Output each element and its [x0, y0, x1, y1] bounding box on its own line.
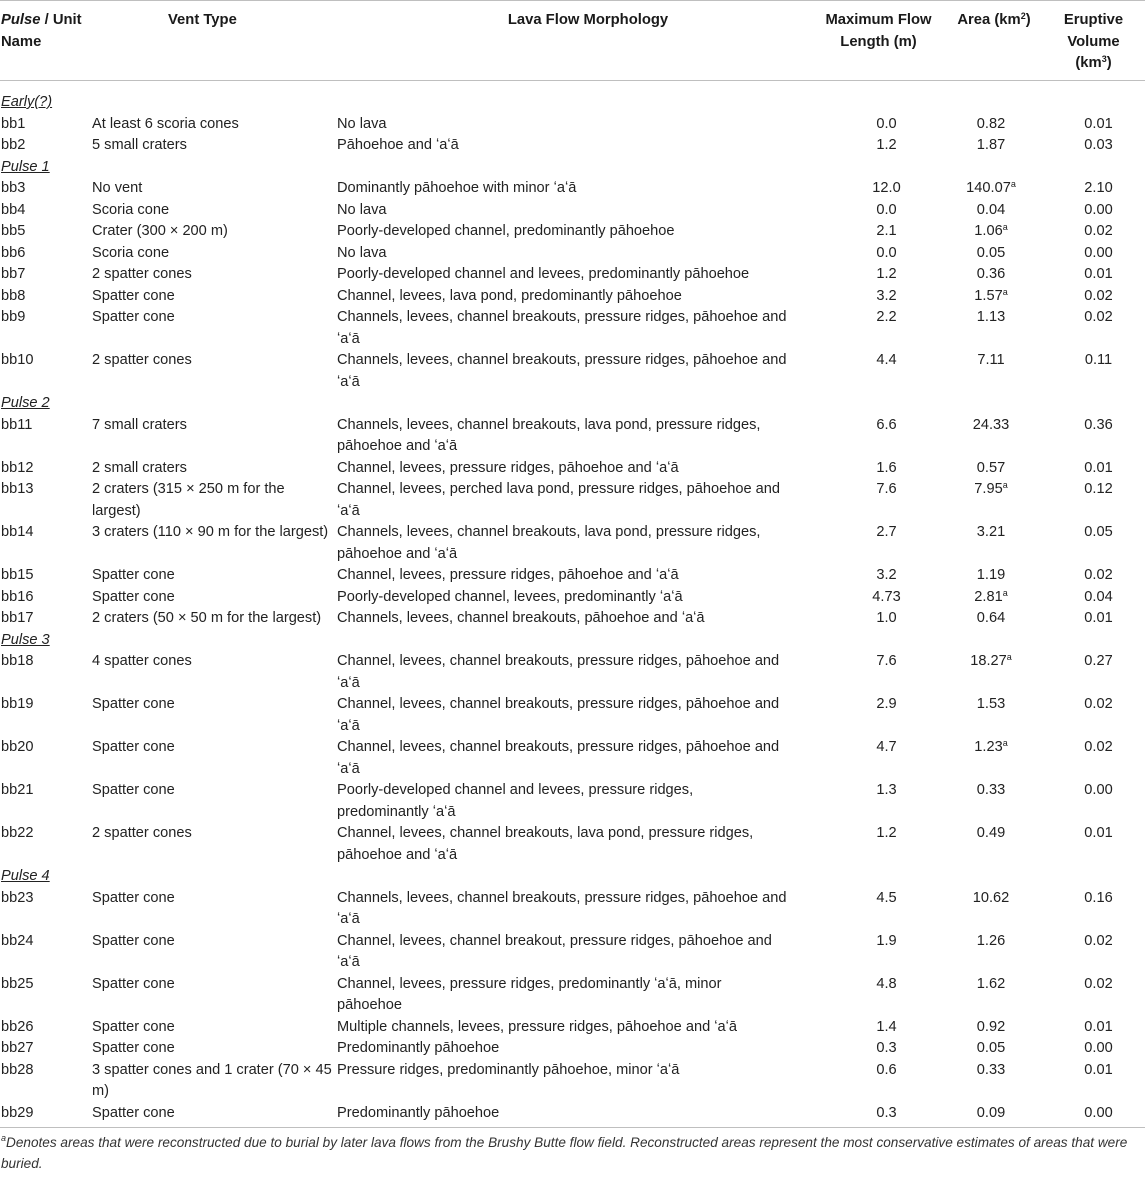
- eruptive-volume-cell: 0.02: [1084, 696, 1113, 712]
- area-footnote-marker: a: [1006, 652, 1012, 662]
- vent-type-cell: Spatter cone: [92, 975, 175, 992]
- vent-type-cell: Spatter cone: [92, 696, 175, 712]
- table-row: [0, 694, 1145, 737]
- vent-type-cell: Spatter cone: [92, 932, 175, 949]
- eruptive-volume-cell: 0.02: [1084, 309, 1113, 325]
- area-value: 0.92: [976, 1018, 1006, 1035]
- area-value: 0.33: [976, 782, 1006, 798]
- area-value: 1.87: [976, 137, 1006, 153]
- table-row: [0, 243, 1145, 265]
- vent-type-cell: Crater (300 × 200 m): [92, 223, 228, 239]
- unit-name-cell: bb27: [1, 1040, 34, 1056]
- unit-name-cell: bb1: [1, 115, 26, 132]
- flow-length-cell: 1.2: [876, 825, 897, 841]
- vent-type-cell: 3 spatter cones and 1 crater (70 × 45 m): [92, 1061, 332, 1099]
- eruptive-volume-cell: 0.11: [1084, 352, 1113, 368]
- table-row: [0, 1060, 1145, 1103]
- morphology-cell: Channels, levees, channel breakouts, lava pond, pressure ridges, pāhoehoe and ʻaʻā: [337, 416, 761, 454]
- eruptive-volume-cell: 0.02: [1084, 975, 1113, 992]
- area-value: 0.36: [976, 266, 1006, 282]
- eruptive-volume-cell: 0.02: [1084, 287, 1113, 304]
- eruptive-volume-cell: 0.27: [1084, 653, 1113, 669]
- morphology-cell: Channels, levees, channel breakouts, pāhoehoe and ʻaʻā: [337, 610, 705, 626]
- area-value: 0.05: [976, 244, 1006, 261]
- area-cell: [942, 608, 1040, 630]
- morphology-cell: Pāhoehoe and ʻaʻā: [337, 137, 459, 153]
- eruptive-volume-cell: 0.01: [1084, 610, 1113, 626]
- header-unit-name: Pulse / Unit Name: [0, 1, 89, 81]
- unit-name-cell: bb7: [1, 266, 26, 282]
- flow-length-cell: 1.2: [876, 137, 897, 153]
- area-value: 1.62: [976, 975, 1006, 992]
- area-cell: [942, 114, 1040, 136]
- area-value: 0.09: [976, 1104, 1006, 1121]
- morphology-cell: Channels, levees, channel breakouts, pressure ridges, pāhoehoe and ʻaʻā: [337, 352, 787, 390]
- unit-name-cell: bb11: [1, 416, 33, 433]
- vent-type-cell: 7 small craters: [92, 416, 187, 433]
- flow-length-cell: 4.4: [876, 352, 897, 368]
- unit-name-cell: bb26: [1, 1018, 34, 1035]
- unit-name-cell: bb2: [1, 137, 26, 153]
- table-row: [0, 737, 1145, 780]
- flow-length-cell: 2.2: [876, 309, 897, 325]
- group-header-row: [0, 393, 1145, 415]
- group-label: Pulse 4: [1, 868, 50, 884]
- flow-length-cell: 12.0: [872, 180, 901, 196]
- area-cell: [942, 694, 1040, 737]
- vent-type-cell: Scoria cone: [92, 201, 170, 218]
- unit-name-cell: bb16: [1, 588, 34, 605]
- flow-length-cell: 2.7: [876, 524, 897, 540]
- group-header-row: [0, 630, 1145, 652]
- unit-name-cell: bb3: [1, 180, 26, 196]
- eruptive-volume-cell: 0.00: [1084, 244, 1113, 261]
- vent-type-cell: 4 spatter cones: [92, 653, 192, 669]
- vent-type-cell: No vent: [92, 180, 143, 196]
- eruptive-volume-cell: 0.02: [1084, 739, 1113, 755]
- area-cell: [942, 931, 1040, 974]
- unit-name-cell: bb17: [1, 610, 34, 626]
- morphology-cell: Predominantly pāhoehoe: [337, 1104, 500, 1121]
- area-cell: [942, 307, 1040, 350]
- area-cell: [942, 974, 1040, 1017]
- vent-type-cell: Spatter cone: [92, 889, 175, 906]
- area-value: 140.07: [966, 180, 1011, 196]
- area-cell: [942, 1103, 1040, 1128]
- area-value: 7.11: [977, 352, 1005, 368]
- area-value: 1.13: [976, 309, 1006, 325]
- unit-name-cell: bb28: [1, 1061, 34, 1078]
- unit-name-cell: bb22: [1, 825, 34, 841]
- flow-length-cell: 0.3: [876, 1104, 897, 1121]
- area-value: 1.23: [974, 739, 1003, 755]
- eruptive-volume-cell: 0.12: [1084, 481, 1113, 497]
- vent-type-cell: Spatter cone: [92, 1018, 175, 1035]
- area-cell: [942, 458, 1040, 480]
- table-row: [0, 780, 1145, 823]
- eruptive-volume-cell: 0.01: [1084, 1061, 1113, 1078]
- flow-length-cell: 2.1: [876, 223, 897, 239]
- vent-type-cell: Spatter cone: [92, 1104, 175, 1121]
- area-value: 0.33: [976, 1061, 1006, 1078]
- eruptive-volume-cell: 0.02: [1084, 223, 1113, 239]
- morphology-cell: Dominantly pāhoehoe with minor ʻaʻā: [337, 180, 577, 196]
- table-row: [0, 1103, 1145, 1128]
- eruptive-volume-cell: 0.01: [1084, 459, 1113, 476]
- morphology-cell: Poorly-developed channel and levees, predominantly pāhoehoe: [337, 266, 750, 282]
- unit-name-cell: bb18: [1, 653, 34, 669]
- vent-type-cell: Scoria cone: [92, 244, 170, 261]
- morphology-cell: Channel, levees, channel breakouts, pressure ridges, pāhoehoe and ʻaʻā: [337, 696, 780, 734]
- unit-name-cell: bb13: [1, 481, 34, 497]
- area-value: 10.62: [972, 889, 1010, 906]
- table-row: [0, 458, 1145, 480]
- area-value: 0.82: [976, 115, 1006, 132]
- flow-length-cell: 0.6: [876, 1061, 897, 1078]
- area-cell: [942, 350, 1040, 393]
- flow-length-cell: 2.9: [876, 696, 897, 712]
- area-footnote-marker: a: [1010, 179, 1016, 189]
- area-cell: [942, 479, 1040, 522]
- vent-type-cell: 2 spatter cones: [92, 352, 192, 368]
- flow-length-cell: 0.0: [876, 115, 897, 132]
- morphology-cell: Pressure ridges, predominantly pāhoehoe, minor ʻaʻā: [337, 1061, 680, 1078]
- vent-type-cell: 2 craters (50 × 50 m for the largest): [92, 610, 322, 626]
- footnote: $^a$Denotes areas that were reconstructed due to burial by later lava flows from the Brushy Butte flow field. Reconstructed areas represent the most conservative estimates of areas that were buried.: [0, 1127, 1145, 1174]
- table-row: [0, 350, 1145, 393]
- morphology-cell: Poorly-developed channel, predominantly pāhoehoe: [337, 223, 675, 239]
- area-cell: [942, 587, 1040, 609]
- flow-length-cell: 1.4: [876, 1018, 897, 1035]
- area-cell: [942, 1060, 1040, 1103]
- table-row: [0, 608, 1145, 630]
- flow-length-cell: 4.7: [876, 739, 897, 755]
- unit-name-cell: bb4: [1, 201, 26, 218]
- morphology-cell: Channel, levees, perched lava pond, pressure ridges, pāhoehoe and ʻaʻā: [337, 481, 780, 519]
- flow-length-cell: 3.2: [876, 287, 897, 304]
- table-row: [0, 931, 1145, 974]
- table-row: [0, 264, 1145, 286]
- vent-type-cell: 5 small craters: [92, 137, 187, 153]
- header-max-flow-length: Maximum Flow Length (m): [801, 1, 942, 81]
- vent-type-cell: At least 6 scoria cones: [92, 115, 239, 132]
- area-footnote-marker: a: [1002, 222, 1008, 232]
- area-cell: [942, 178, 1040, 200]
- eruptive-volume-cell: 0.03: [1084, 137, 1113, 153]
- vent-type-cell: 2 spatter cones: [92, 825, 192, 841]
- area-value: 0.57: [976, 459, 1006, 476]
- unit-name-cell: bb10: [1, 352, 34, 368]
- flow-length-cell: 0.3: [876, 1040, 897, 1056]
- vent-type-cell: Spatter cone: [92, 588, 175, 605]
- unit-name-cell: bb15: [1, 567, 34, 583]
- flow-length-cell: 4.73: [872, 588, 901, 605]
- table-row: [0, 587, 1145, 609]
- unit-name-cell: bb9: [1, 309, 26, 325]
- morphology-cell: Channels, levees, channel breakouts, pressure ridges, pāhoehoe and ʻaʻā: [337, 309, 787, 347]
- area-value: 18.27: [970, 653, 1007, 669]
- morphology-cell: No lava: [337, 244, 387, 261]
- group-label: Early(?): [1, 94, 53, 110]
- vent-type-cell: Spatter cone: [92, 782, 175, 798]
- eruptive-volume-cell: 0.36: [1084, 416, 1113, 433]
- table-row: [0, 307, 1145, 350]
- table-row: [0, 178, 1145, 200]
- group-label: Pulse 2: [1, 395, 50, 411]
- unit-name-cell: bb23: [1, 889, 34, 906]
- group-header-row: [0, 92, 1145, 114]
- flow-length-cell: 1.9: [876, 932, 897, 949]
- group-header-row: [0, 866, 1145, 888]
- eruptive-volume-cell: 0.01: [1084, 825, 1113, 841]
- area-cell: [942, 200, 1040, 222]
- eruptive-volume-cell: 0.00: [1084, 201, 1113, 218]
- unit-name-cell: bb14: [1, 524, 34, 540]
- unit-name-cell: bb21: [1, 782, 34, 798]
- header-lava-flow-morphology: Lava Flow Morphology: [335, 1, 801, 81]
- header-vent-type: Vent Type: [89, 1, 335, 81]
- flow-length-cell: 4.8: [876, 975, 897, 992]
- unit-name-cell: bb5: [1, 223, 26, 239]
- unit-name-cell: bb20: [1, 739, 34, 755]
- area-value: 1.26: [976, 932, 1006, 949]
- group-label: Pulse 1: [1, 158, 50, 175]
- area-value: 1.57: [974, 287, 1003, 304]
- table-row: [0, 200, 1145, 222]
- flow-length-cell: 4.5: [876, 889, 897, 906]
- area-cell: [942, 737, 1040, 780]
- area-cell: [942, 888, 1040, 931]
- flow-length-cell: 1.3: [876, 782, 897, 798]
- vent-type-cell: 2 spatter cones: [92, 266, 192, 282]
- eruptive-volume-cell: 0.00: [1084, 782, 1113, 798]
- morphology-cell: Channel, levees, pressure ridges, pāhoehoe and ʻaʻā: [337, 459, 679, 476]
- vent-type-cell: Spatter cone: [92, 287, 175, 304]
- morphology-cell: Channel, levees, lava pond, predominantly pāhoehoe: [337, 287, 682, 304]
- area-value: 24.33: [972, 416, 1010, 433]
- header-eruptive-volume: Eruptive Volume $(km^3)$: [1040, 1, 1145, 81]
- vent-type-cell: 2 small craters: [92, 459, 187, 476]
- table-row: [0, 114, 1145, 136]
- table-body: [0, 81, 1145, 1128]
- group-label: Pulse 3: [1, 631, 50, 648]
- vent-type-cell: 2 craters (315 × 250 m for the largest): [92, 481, 285, 519]
- vent-type-cell: Spatter cone: [92, 1040, 175, 1056]
- table-row: [0, 479, 1145, 522]
- morphology-cell: Channel, levees, channel breakouts, pressure ridges, pāhoehoe and ʻaʻā: [337, 653, 780, 691]
- area-value: 2.81: [974, 588, 1003, 605]
- morphology-cell: Channel, levees, channel breakout, pressure ridges, pāhoehoe and ʻaʻā: [337, 932, 772, 970]
- eruptive-volume-cell: 0.01: [1084, 266, 1113, 282]
- unit-name-cell: bb8: [1, 287, 26, 304]
- flow-length-cell: 1.2: [876, 266, 897, 282]
- table-row: [0, 888, 1145, 931]
- morphology-cell: Channel, levees, pressure ridges, pāhoehoe and ʻaʻā: [337, 567, 679, 583]
- area-cell: [942, 264, 1040, 286]
- vent-type-cell: Spatter cone: [92, 567, 175, 583]
- area-value: 0.49: [976, 825, 1006, 841]
- eruptive-volume-cell: 0.01: [1084, 1018, 1113, 1035]
- area-cell: [942, 243, 1040, 265]
- table-row: [0, 221, 1145, 243]
- unit-name-cell: bb12: [1, 459, 34, 476]
- area-value: 1.53: [976, 696, 1006, 712]
- flow-length-cell: 1.0: [876, 610, 897, 626]
- area-value: 7.95: [974, 481, 1003, 497]
- area-cell: [942, 651, 1040, 694]
- area-cell: [942, 1038, 1040, 1060]
- area-value: 0.64: [976, 610, 1006, 626]
- eruptive-volume-cell: 0.04: [1084, 588, 1113, 605]
- area-value: 1.06: [974, 223, 1003, 239]
- area-value: 1.19: [976, 567, 1006, 583]
- area-footnote-marker: a: [1002, 738, 1008, 748]
- flow-length-cell: 7.6: [876, 653, 897, 669]
- morphology-cell: Channels, levees, channel breakouts, lava pond, pressure ridges, pāhoehoe and ʻaʻā: [337, 524, 761, 562]
- eruptive-volume-cell: 0.00: [1084, 1040, 1113, 1056]
- area-cell: [942, 135, 1040, 157]
- table-row: [0, 135, 1145, 157]
- area-value: 0.05: [976, 1040, 1006, 1056]
- area-footnote-marker: a: [1002, 587, 1008, 598]
- flow-length-cell: 0.0: [876, 244, 897, 261]
- unit-name-cell: bb29: [1, 1104, 34, 1121]
- table-row: [0, 286, 1145, 308]
- eruptive-volume-cell: 0.02: [1084, 567, 1113, 583]
- flow-length-cell: 0.0: [876, 201, 897, 218]
- morphology-cell: Poorly-developed channel, levees, predominantly ʻaʻā: [337, 588, 683, 605]
- table-row: [0, 974, 1145, 1017]
- area-cell: [942, 522, 1040, 565]
- unit-name-cell: bb6: [1, 244, 26, 261]
- morphology-cell: No lava: [337, 115, 387, 132]
- area-cell: [942, 565, 1040, 587]
- morphology-cell: Poorly-developed channel and levees, pressure ridges, predominantly ʻaʻā: [337, 782, 694, 820]
- vent-type-cell: Spatter cone: [92, 309, 175, 325]
- area-cell: [942, 780, 1040, 823]
- area-cell: [942, 286, 1040, 308]
- area-footnote-marker: a: [1002, 480, 1008, 490]
- header-area: Area $(km^2)$: [942, 1, 1040, 81]
- morphology-cell: Predominantly pāhoehoe: [337, 1040, 500, 1056]
- table-header: [0, 1, 1145, 81]
- table-row: [0, 522, 1145, 565]
- eruptive-volume-cell: 0.00: [1084, 1104, 1113, 1121]
- area-value: 3.21: [976, 524, 1006, 540]
- area-cell: [942, 221, 1040, 243]
- table-row: [0, 823, 1145, 866]
- vent-type-cell: Spatter cone: [92, 739, 175, 755]
- table-row: [0, 415, 1145, 458]
- table-row: [0, 651, 1145, 694]
- group-header-row: [0, 157, 1145, 179]
- area-cell: [942, 415, 1040, 458]
- table-row: [0, 565, 1145, 587]
- unit-name-cell: bb19: [1, 696, 34, 712]
- area-footnote-marker: a: [1002, 286, 1008, 297]
- eruptive-volume-cell: 2.10: [1084, 180, 1113, 196]
- morphology-cell: Channel, levees, pressure ridges, predominantly ʻaʻā, minor pāhoehoe: [337, 975, 722, 1013]
- eruptive-volume-cell: 0.16: [1084, 889, 1113, 906]
- eruptive-volume-cell: 0.01: [1084, 115, 1113, 132]
- unit-name-cell: bb24: [1, 932, 34, 949]
- vent-type-cell: 3 craters (110 × 90 m for the largest): [92, 524, 329, 540]
- eruptive-volume-cell: 0.05: [1084, 524, 1113, 540]
- eruptive-volume-cell: 0.02: [1084, 932, 1113, 949]
- area-value: 0.04: [976, 201, 1006, 218]
- morphology-cell: Multiple channels, levees, pressure ridges, pāhoehoe and ʻaʻā: [337, 1018, 737, 1035]
- table-row: [0, 1038, 1145, 1060]
- flow-length-cell: 6.6: [876, 416, 897, 433]
- morphology-cell: No lava: [337, 201, 387, 218]
- area-cell: [942, 1017, 1040, 1039]
- flow-length-cell: 1.6: [876, 459, 897, 476]
- morphology-cell: Channels, levees, channel breakouts, pressure ridges, pāhoehoe and ʻaʻā: [337, 889, 787, 927]
- table-row: [0, 1017, 1145, 1039]
- morphology-cell: Channel, levees, channel breakouts, pressure ridges, pāhoehoe and ʻaʻā: [337, 739, 780, 777]
- morphology-cell: Channel, levees, channel breakouts, lava pond, pressure ridges, pāhoehoe and ʻaʻā: [337, 825, 754, 863]
- area-cell: [942, 823, 1040, 866]
- flow-length-cell: 3.2: [876, 567, 897, 583]
- flow-length-cell: 7.6: [876, 481, 897, 497]
- unit-name-cell: bb25: [1, 975, 34, 992]
